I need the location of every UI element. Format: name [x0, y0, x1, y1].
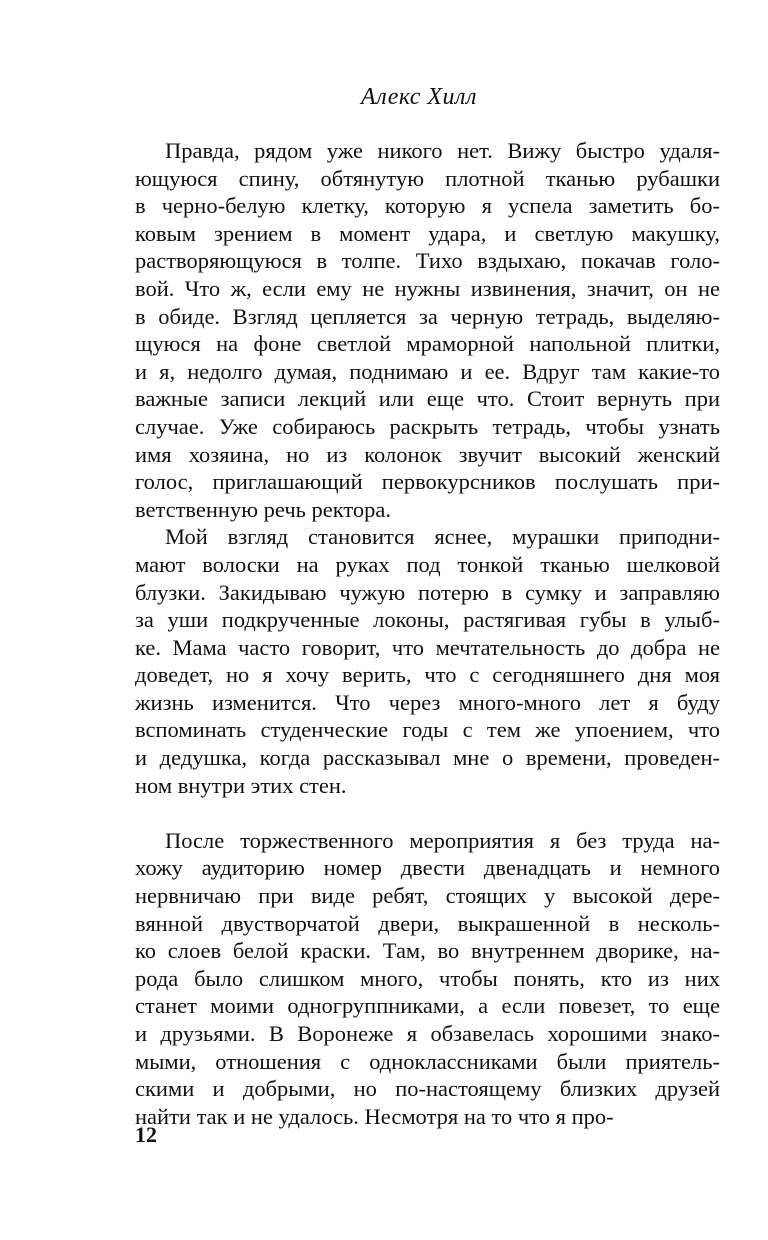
text-line: ном внутри этих стен.: [135, 772, 347, 798]
text-line: вянной двустворчатой двери, выкрашенной в несколь-: [135, 910, 720, 936]
text-line: имя хозяина, но из колонок звучит высокий женский: [135, 441, 720, 467]
text-line: Мой взгляд становится яснее, мурашки приподни-: [165, 524, 720, 550]
text-line: доведет, но я хочу верить, что с сегодняшнего дня моя: [135, 662, 720, 688]
section-break: [135, 799, 720, 827]
text-line: станет моими одногруппниками, а если повезет, то еще: [135, 993, 720, 1019]
text-line: вой. Что ж, если ему не нужны извинения, значит, он не: [135, 275, 720, 301]
paragraph: [135, 827, 720, 1131]
text-line: найти так и не удалось. Несмотря на то что я про-: [135, 1103, 614, 1129]
text-line: мыми, отношения с одноклассниками были приятель-: [135, 1048, 720, 1074]
page-number: 12: [135, 1122, 157, 1147]
paragraph: [135, 137, 720, 523]
text-line: жизнь изменится. Что через много-много лет я буду: [135, 689, 720, 715]
text-line: растворяющуюся в толпе. Тихо вздыхаю, покачав голо-: [135, 248, 720, 274]
text-line: ющуюся спину, обтянутую плотной тканью рубашки: [135, 165, 720, 191]
text-line: скими и добрыми, но по-настоящему близких друзей: [135, 1076, 720, 1102]
text-line: голос, приглашающий первокурсников послушать при-: [135, 469, 720, 495]
text-line: в обиде. Взгляд цепляется за черную тетрадь, выделяю-: [135, 303, 720, 329]
text-line: мают волоски на руках под тонкой тканью шелковой: [135, 551, 720, 577]
running-header-author: Алекс Хилл: [361, 84, 477, 110]
text-line: ке. Мама часто говорит, что мечтательность до добра не: [135, 634, 720, 660]
text-line: и я, недолго думая, поднимаю и ее. Вдруг там какие-то: [135, 358, 720, 384]
text-line: ветственную речь ректора.: [135, 496, 392, 522]
text-line: ко слоев белой краски. Там, во внутреннем дворике, на-: [135, 938, 720, 964]
text-line: случае. Уже собираюсь раскрыть тетрадь, чтобы узнать: [135, 413, 720, 439]
paragraph: [135, 523, 720, 799]
text-line: щуюся на фоне светлой мраморной напольной плитки,: [135, 331, 720, 357]
text-line: рода было слишком много, чтобы понять, кто из них: [135, 965, 720, 991]
text-line: блузки. Закидываю чужую потерю в сумку и заправляю: [135, 579, 720, 605]
text-line: вспоминать студенческие годы с тем же упоением, что: [135, 717, 720, 743]
body-text: [135, 137, 720, 1130]
text-line: После торжественного мероприятия я без труда на-: [165, 827, 720, 853]
text-line: ковым зрением в момент удара, и светлую макушку,: [135, 220, 720, 246]
text-line: и друзьями. В Воронеже я обзавелась хорошими знако-: [135, 1021, 720, 1046]
text-line: Правда, рядом уже никого нет. Вижу быстро удаля-: [165, 138, 720, 163]
text-line: в черно-белую клетку, которую я успела заметить бо-: [135, 193, 720, 219]
text-line: нервничаю при виде ребят, стоящих у высокой дере-: [135, 883, 720, 909]
text-line: и дедушка, когда рассказывал мне о времени, проведен-: [135, 745, 720, 771]
text-line: важные записи лекций или еще что. Стоит вернуть при: [135, 386, 720, 412]
text-line: хожу аудиторию номер двести двенадцать и немного: [135, 855, 720, 881]
text-line: за уши подкрученные локоны, растягивая губы в улыб-: [135, 607, 720, 633]
